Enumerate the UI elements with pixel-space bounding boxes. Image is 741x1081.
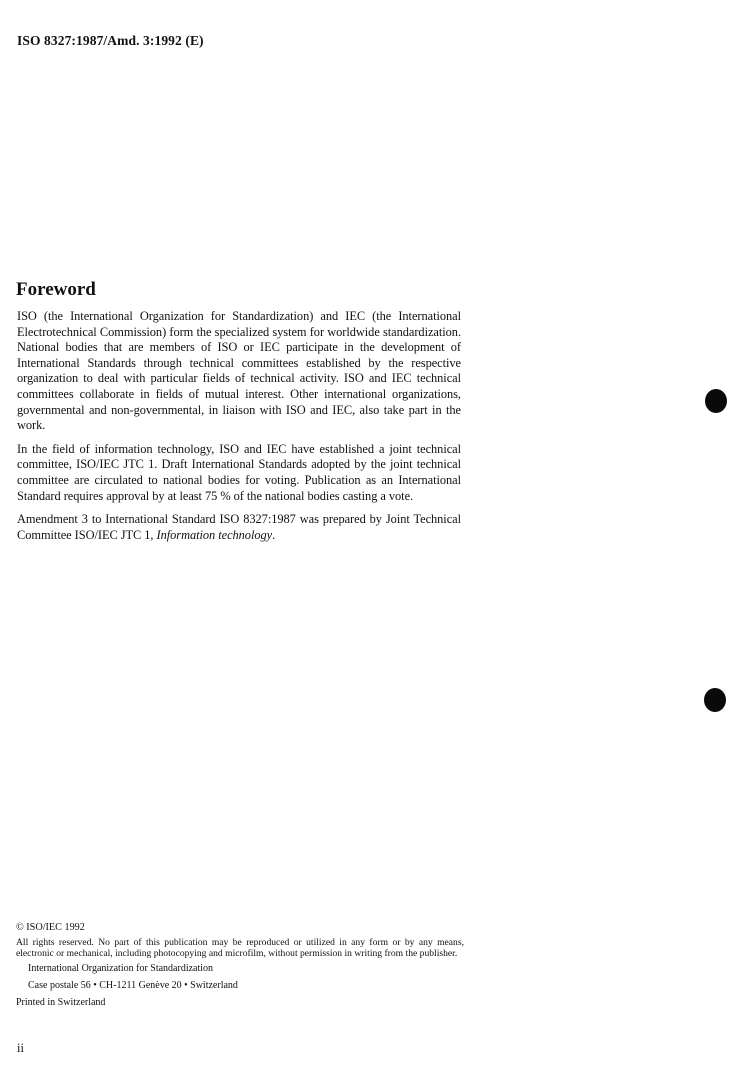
printed-notice: Printed in Switzerland [16,996,106,1008]
page-number: ii [17,1041,24,1055]
rights-notice: All rights reserved. No part of this publication may be reproduced or utilized in any form or by any means, electronic or mechanical, including photocopying and microfilm, without permission in writing from the publisher. [16,936,464,960]
publisher-address: Case postale 56 • CH-1211 Genève 20 • Switzerland [28,980,238,992]
foreword-paragraph-1: ISO (the International Organization for Standardization) and IEC (the International Electrotechnical Commission) form the specialized system for worldwide standardization. National bodies that are members of ISO or IEC participate in the development of International Standards through technical committees established by the respective organization to deal with particular fields of technical activity. ISO and IEC technical committees collaborate in fields of mutual interest. Other international organizations, governmental and non-governmental, in liaison with ISO and IEC, also take part in the work. [17,309,461,433]
amendment-title: Information technology [156,527,273,542]
foreword-paragraph-3 [17,512,461,543]
copyright-line: © ISO/IEC 1992 [16,922,85,933]
binder-hole [704,688,726,712]
publisher-organization: International Organization for Standardization [28,962,214,974]
foreword-body [17,309,461,551]
document-header: ISO 8327:1987/Amd. 3:1992 (E) [17,33,204,48]
amendment-text: Amendment 3 to International Standard ISO 8327:1987 was prepared by Joint Technical Committee ISO/IEC JTC 1, [17,512,461,542]
copyright-block [16,922,464,1009]
amendment-end: . [272,527,276,542]
foreword-paragraph-2: In the field of information technology, ISO and IEC have established a joint technical committee, ISO/IEC JTC 1. Draft International Standards adopted by the joint technical committee are circulated to national bodies for voting. Publication as an International Standard requires approval by at least 75 % of the national bodies casting a vote. [17,441,461,503]
binder-hole [705,389,727,413]
foreword-title: Foreword [16,279,96,300]
